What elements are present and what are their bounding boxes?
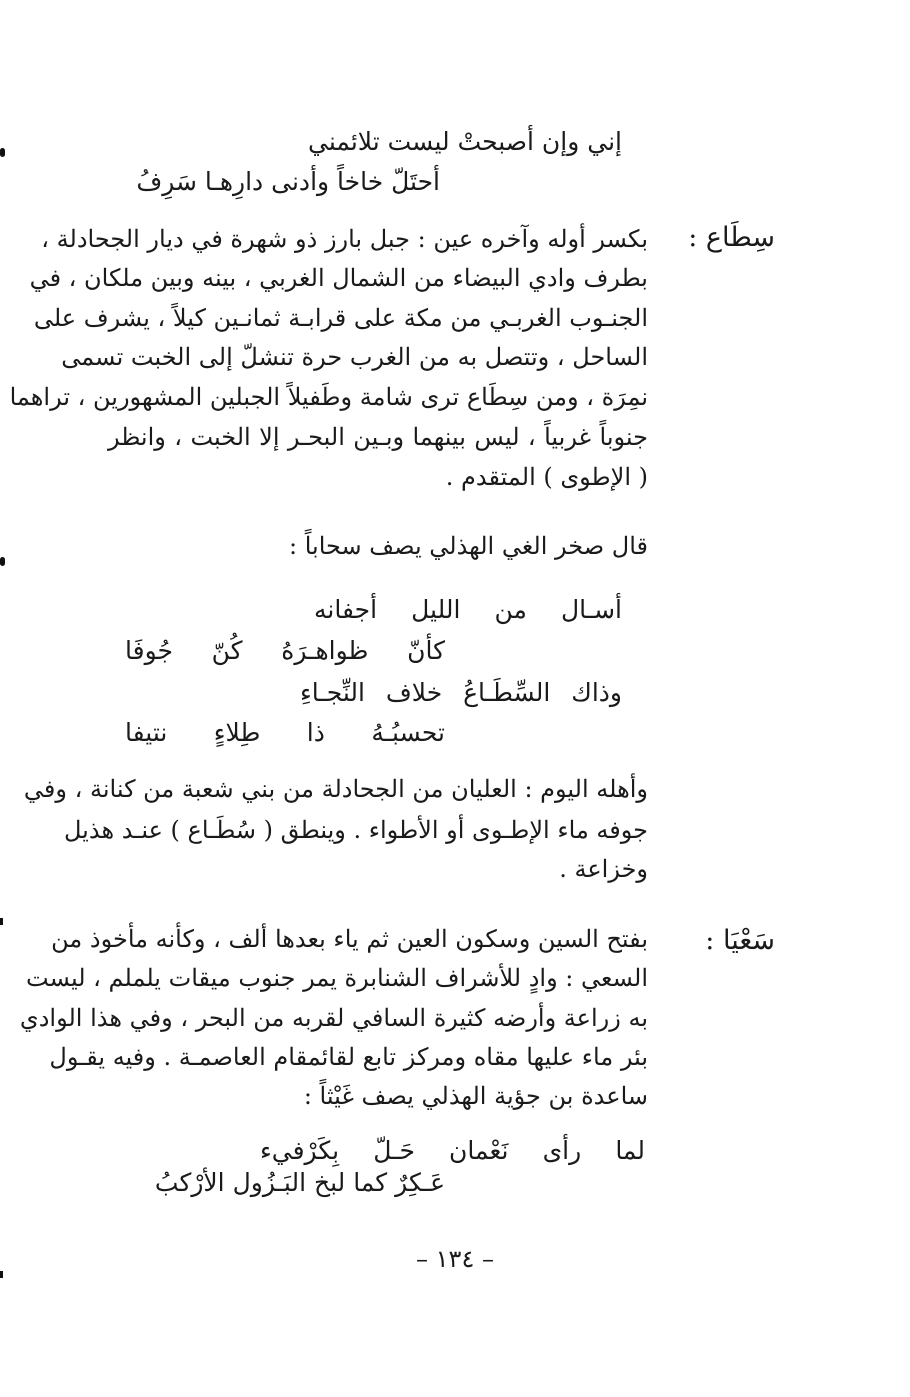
entry-text-line: بفتح السين وسكون العين ثم ياء بعدها ألف ، وكأنه مأخوذ من [51, 925, 648, 953]
poem-word: وذاك [571, 678, 622, 707]
entry-text-line: بكسر أوله وآخره عين : جبل بارز ذو شهرة في ديار الجحادلة ، [41, 225, 648, 253]
entry-text-line: وأهله اليوم : العليان من الجحادلة من بني شعبة من كنانة ، وفي [23, 775, 648, 803]
poem-word: الليل [411, 595, 461, 624]
poem-hemistich: عَـكِرٌ كما لبخ البَـزُول الأرْكبُ [154, 1168, 445, 1197]
poem-word: النِّجـاءِ [300, 678, 365, 707]
entry-text-line: جنوباً غربياً ، ليس بينهما وبـين البحـر إلا الخبت ، وانظر [108, 423, 648, 451]
entry-text-line: بطرف وادي البيضاء من الشمال الغربي ، بينه وبين ملكان ، في [29, 264, 648, 292]
poem-word: لما [615, 1136, 645, 1165]
poem-word: تحسبُـهُ [371, 718, 445, 747]
poem-word: طِلاءٍ [213, 718, 261, 747]
entry-text-line: الساحل ، وتتصل به من الغرب حرة تنشلّ إلى الخبت تسمى [61, 343, 648, 371]
poem-hemistich [125, 636, 445, 665]
poem-word: خلاف [385, 678, 443, 707]
entry-text-line: السعي : وادٍ للأشراف الشنابرة يمر جنوب ميقات يلملم ، ليست [26, 964, 648, 992]
entry-text-line: بئر ماء عليها مقاه ومركز تابع لقائمقام العاصمـة . وفيه يقـول [49, 1043, 648, 1071]
entry-text-line: وخزاعة . [559, 855, 648, 883]
poem-hemistich [260, 1136, 645, 1165]
poem-word: السِّطَـاعُ [463, 678, 551, 707]
poem-word: جُوفَا [125, 636, 173, 665]
entry-text-line: ( الإطوى ) المتقدم . [445, 463, 648, 491]
poem-word: كُنّ [211, 636, 243, 665]
poem-word: كأنّ [407, 636, 445, 665]
scan-mark [0, 148, 5, 157]
scan-mark [0, 557, 5, 566]
poem-hemistich [314, 595, 622, 624]
poem-word: بِكَرْفيء [260, 1136, 340, 1165]
poem-word: رأى [542, 1136, 582, 1165]
verse-line: أحتَلّ خاخاً وأدنى دارِهـا سَرِفُ [136, 167, 440, 196]
entry-text-line: جوفه ماء الإطـوى أو الأطواء . وينطق ( سُطَـاع ) عنـد هذيل [63, 816, 648, 844]
verse-line: إني وإن أصبحتْ ليست تلائمني [308, 127, 622, 156]
poem-word: نتيفا [125, 718, 168, 747]
page-number: – ١٣٤ – [416, 1245, 494, 1273]
poem-word: أسـال [561, 595, 622, 624]
entry-text-line: ساعدة بن جؤية الهذلي يصف غَيْثاً : [303, 1082, 648, 1110]
entry-text-line: الجنـوب الغربـي من مكة على قرابـة ثمانـين كيلاً ، يشرف على [33, 304, 648, 332]
entry-text-line: به زراعة وأرضه كثيرة السافي لقربه من البحر ، وفي هذا الوادي [19, 1004, 648, 1032]
poem-word: من [494, 595, 527, 624]
entry-text-line: نمِرَة ، ومن سِطَاع ترى شامة وطَفيلاً الجبلين المشهورين ، تراهما [9, 383, 648, 411]
entry-headword: سَعْيَا : [705, 925, 775, 956]
poem-word: ظواهـرَهُ [281, 636, 369, 665]
poem-word: حَـلّ [373, 1136, 415, 1165]
scan-mark [0, 918, 3, 925]
entry-headword: سِطَاع : [688, 222, 775, 253]
poem-hemistich [125, 718, 445, 747]
poem-word: ذا [306, 718, 325, 747]
poem-word: أجفانه [314, 595, 378, 624]
quote-intro: قال صخر الغي الهذلي يصف سحاباً : [289, 532, 648, 560]
poem-hemistich [300, 678, 622, 707]
poem-word: نَعْمان [449, 1136, 509, 1165]
